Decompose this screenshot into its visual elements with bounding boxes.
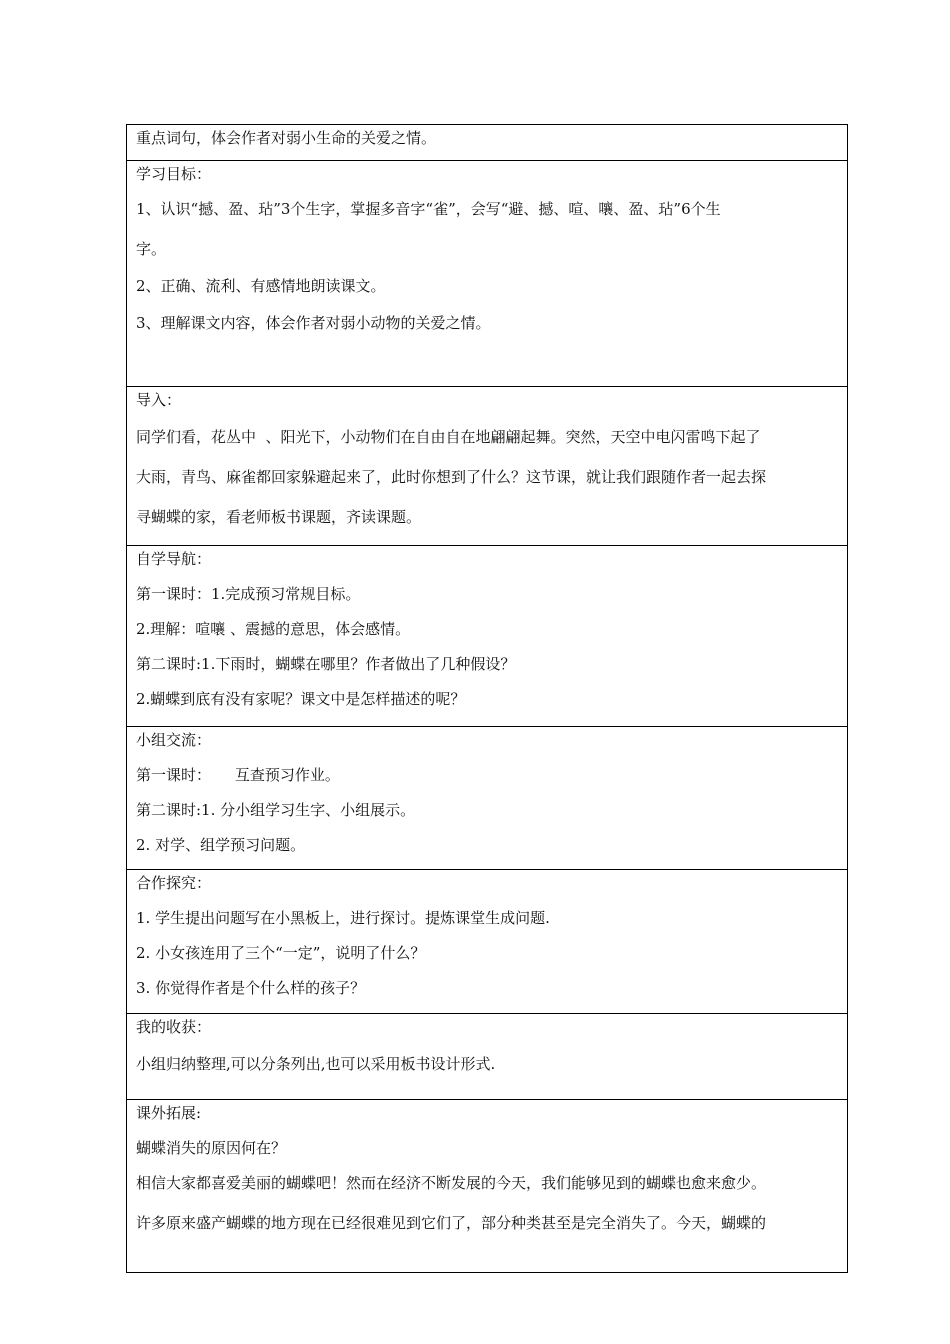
gains-line: 小组归纳整理,可以分条列出,也可以采用板书设计形式. [136, 1055, 496, 1073]
section-heading: 导入： [136, 391, 182, 409]
table-row [127, 387, 848, 546]
table-row [127, 727, 848, 870]
section-cooperative-inquiry [127, 870, 848, 1014]
paragraph-line: 寻蝴蝶的家，看老师板书课题，齐读课题。 [136, 508, 422, 526]
guide-line: 2.理解：喧嚷 、震撼的意思，体会感情。 [136, 620, 411, 638]
discussion-line: 2. 对学、组学预习问题。 [136, 836, 306, 854]
section-heading: 小组交流： [136, 731, 212, 749]
reading-line: 相信大家都喜爱美丽的蝴蝶吧！然而在经济不断发展的今天，我们能够见到的蝴蝶也愈来愈少。 [136, 1174, 767, 1192]
table-row [127, 870, 848, 1014]
reading-line: 许多原来盛产蝴蝶的地方现在已经很难见到它们了，部分种类甚至是完全消失了。今天，蝴蝶的 [136, 1214, 767, 1232]
guide-line: 第一课时：1.完成预习常规目标。 [136, 585, 361, 603]
lesson-plan-table [126, 124, 848, 1273]
discussion-line: 第一课时： 互查预习作业。 [136, 766, 340, 784]
section-heading: 合作探究： [136, 874, 212, 892]
section-my-gains [127, 1014, 848, 1100]
section-heading: 课外拓展: [136, 1104, 202, 1122]
section-group-discussion [127, 727, 848, 870]
reading-line: 蝴蝶消失的原因何在？ [136, 1139, 287, 1157]
objective-line: 2、正确、流利、有感情地朗读课文。 [136, 277, 386, 295]
inquiry-line: 1. 学生提出问题写在小黑板上，进行探讨。提炼课堂生成问题. [136, 909, 550, 927]
objective-line: 3、理解课文内容，体会作者对弱小动物的关爱之情。 [136, 314, 491, 332]
objective-line: 字。 [136, 240, 167, 258]
section-heading: 我的收获： [136, 1018, 212, 1036]
table-row [127, 1014, 848, 1100]
section-heading: 自学导航： [136, 550, 212, 568]
section-heading: 学习目标： [136, 165, 212, 183]
inquiry-line: 3. 你觉得作者是个什么样的孩子？ [136, 979, 366, 997]
section-extended-reading [127, 1100, 848, 1273]
table-row [127, 546, 848, 727]
guide-line: 第二课时:1.下雨时，蝴蝶在哪里？作者做出了几种假设？ [136, 655, 516, 673]
paragraph-line: 大雨，青鸟、麻雀都回家躲避起来了，此时你想到了什么？这节课，就让我们跟随作者一起去探 [136, 468, 767, 486]
discussion-line: 第二课时:1. 分小组学习生字、小组展示。 [136, 801, 416, 819]
table-row [127, 161, 848, 387]
inquiry-line: 2. 小女孩连用了三个“一定”，说明了什么？ [136, 944, 426, 962]
section-introduction [127, 387, 848, 546]
table-row [127, 125, 848, 161]
table-row [127, 1100, 848, 1273]
objective-line: 1、认识“撼、盈、玷”3个生字，掌握多音字“雀”，会写“避、撼、喧、嚷、盈、玷”6个生 [136, 200, 721, 218]
section-heading: 重点词句，体会作者对弱小生命的关爱之情。 [136, 129, 437, 147]
section-self-study-guide [127, 546, 848, 727]
section-key-sentences [127, 125, 848, 161]
section-learning-objectives [127, 161, 848, 387]
paragraph-line: 同学们看，花丛中 、阳光下，小动物们在自由自在地翩翩起舞。突然，天空中电闪雷鸣下起了 [136, 428, 761, 446]
guide-line: 2.蝴蝶到底有没有家呢？课文中是怎样描述的呢？ [136, 690, 466, 708]
